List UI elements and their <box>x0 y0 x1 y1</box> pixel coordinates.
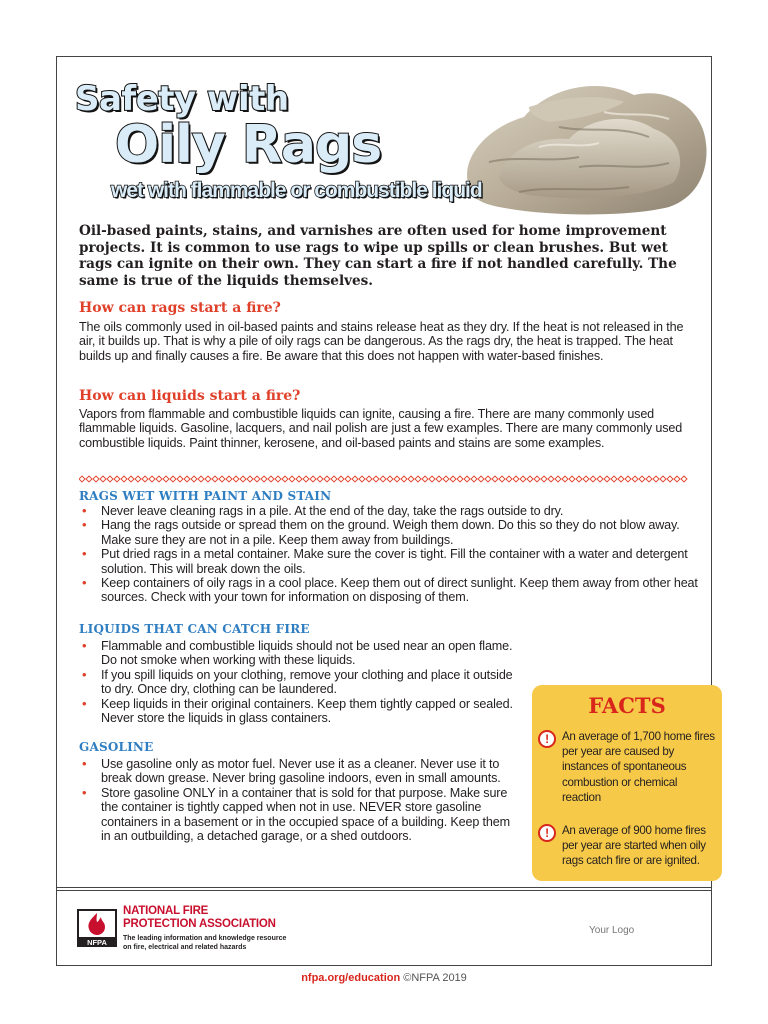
list-item <box>79 518 699 547</box>
diamond-divider <box>79 475 691 483</box>
list-item <box>79 697 514 726</box>
exclamation-icon: ! <box>538 730 556 748</box>
bullet-icon: • <box>82 666 87 682</box>
paragraph-liquids-start-fire: Vapors from flammable and combustible liquids can ignite, causing a fire. There are many commonly used flammable liquids. Gasoline, lacquers, and nail polish are just a few examples. There are many commonly used combustible liquids. Paint thinner, kerosene, and oil-based paints and stains are some examples. <box>79 407 683 450</box>
list-item-text: If you spill liquids on your clothing, remove your clothing and place it outside to dry. Once dry, clothing can be laundered. <box>101 667 513 697</box>
nfpa-tagline: The leading information and knowledge resource on fire, electrical and related hazards <box>123 935 287 951</box>
heading-gasoline: GASOLINE <box>79 740 154 754</box>
list-item-text: Use gasoline only as motor fuel. Never use it as a cleaner. Never use it to break down grease. Never bring gasoline indoors, even in small amounts. <box>101 757 501 786</box>
title-line-1: Safety with <box>75 79 289 119</box>
list-item <box>79 547 699 576</box>
list-item <box>79 786 519 844</box>
nfpa-organization-name <box>123 905 276 931</box>
list-item <box>79 504 699 518</box>
list-item-text: Keep containers of oily rags in a cool place. Keep them out of direct sunlight. Keep them away from other heat sources. Check with your town for information on disposing of them. <box>101 576 698 605</box>
list-liquids-catch-fire <box>79 639 514 725</box>
bullet-icon: • <box>82 756 87 771</box>
fact-text: An average of 900 home fires per year are started when oily rags catch fire or are ignited. <box>562 824 706 868</box>
list-item <box>79 757 519 786</box>
fact-item-1 <box>538 729 718 805</box>
facts-title: FACTS <box>588 693 666 718</box>
your-logo-placeholder: Your Logo <box>589 925 635 936</box>
fact-text: An average of 1,700 home fires per year are caused by instances of spontaneous combustion or chemical reaction <box>562 730 715 804</box>
nfpa-logo <box>77 909 117 947</box>
bullet-icon: • <box>82 575 87 591</box>
facts-box <box>532 685 722 881</box>
org-name-line-1: NATIONAL FIRE <box>123 905 209 917</box>
list-item-text: Never leave cleaning rags in a pile. At the end of the day, take the rags outside to dry. <box>101 504 564 518</box>
heading-rags-start-fire: How can rags start a fire? <box>79 300 281 316</box>
org-name-line-2: PROTECTION ASSOCIATION <box>123 918 276 930</box>
heading-liquids-catch-fire: LIQUIDS THAT CAN CATCH FIRE <box>79 622 310 636</box>
bullet-icon: • <box>82 503 87 518</box>
heading-liquids-start-fire: How can liquids start a fire? <box>79 388 301 404</box>
bullet-icon: • <box>82 695 87 711</box>
list-item-text: Put dried rags in a metal container. Make sure the cover is tight. Fill the container with a water and detergent solution. This will break down the oils. <box>101 547 688 576</box>
bullet-icon: • <box>82 546 87 562</box>
list-item-text: Hang the rags outside or spread them on the ground. Weigh them down. Do this so they do not blow away. Make sure they are not in a pile. Keep them away from buildings. <box>101 518 680 547</box>
list-rags-paint-stain <box>79 504 699 605</box>
bullet-icon: • <box>82 638 87 653</box>
footer-divider <box>57 887 711 891</box>
list-item <box>79 639 514 668</box>
fact-item-2 <box>538 823 718 869</box>
exclamation-icon: ! <box>538 824 556 842</box>
intro-paragraph: Oil-based paints, stains, and varnishes are often used for home improvement projects. It is common to use rags to wipe up spills or clean brushes. But wet rags can ignite on their own. They can start a fire if not handled carefully. The same is true of the liquids themselves. <box>79 223 677 289</box>
nfpa-education-link[interactable]: nfpa.org/education <box>301 972 401 984</box>
nfpa-logo-text: NFPA <box>87 938 107 947</box>
subtitle: wet with flammable or combustible liquid <box>111 179 482 202</box>
bullet-icon: • <box>82 517 87 533</box>
list-item <box>79 668 514 697</box>
copyright: ©NFPA 2019 <box>403 972 467 984</box>
bullet-icon: • <box>82 784 87 800</box>
heading-rags-paint-stain: RAGS WET WITH PAINT AND STAIN <box>79 489 332 503</box>
list-item <box>79 576 699 605</box>
list-item-text: Keep liquids in their original containers. Keep them tightly capped or sealed. Never store the liquids in glass containers. <box>101 696 513 726</box>
paragraph-rags-start-fire: The oils commonly used in oil-based paints and stains release heat as they dry. If the heat is not released in the air, it builds up. That is why a pile of oily rags can be dangerous. As the rags dry, the heat is trapped. The heat builds up and finally causes a fire. Be aware that this does not happen with water-based finishes. <box>79 320 684 363</box>
list-gasoline <box>79 757 519 843</box>
list-item-text: Store gasoline ONLY in a container that is sold for that purpose. Make sure the container is tightly capped when not in use. NEVER store gasoline containers in a basement or in the occupied space of a building. Keep them in an outbuilding, a detached garage, or a shed outdoors. <box>101 785 510 844</box>
list-item-text: Flammable and combustible liquids should not be used near an open flame. Do not smoke when working with these liquids. <box>101 639 513 668</box>
nfpa-flame-icon <box>77 909 117 947</box>
flyer-frame <box>56 56 715 966</box>
bottom-credit <box>0 972 768 984</box>
title-line-2: Oily Rags <box>115 115 382 175</box>
